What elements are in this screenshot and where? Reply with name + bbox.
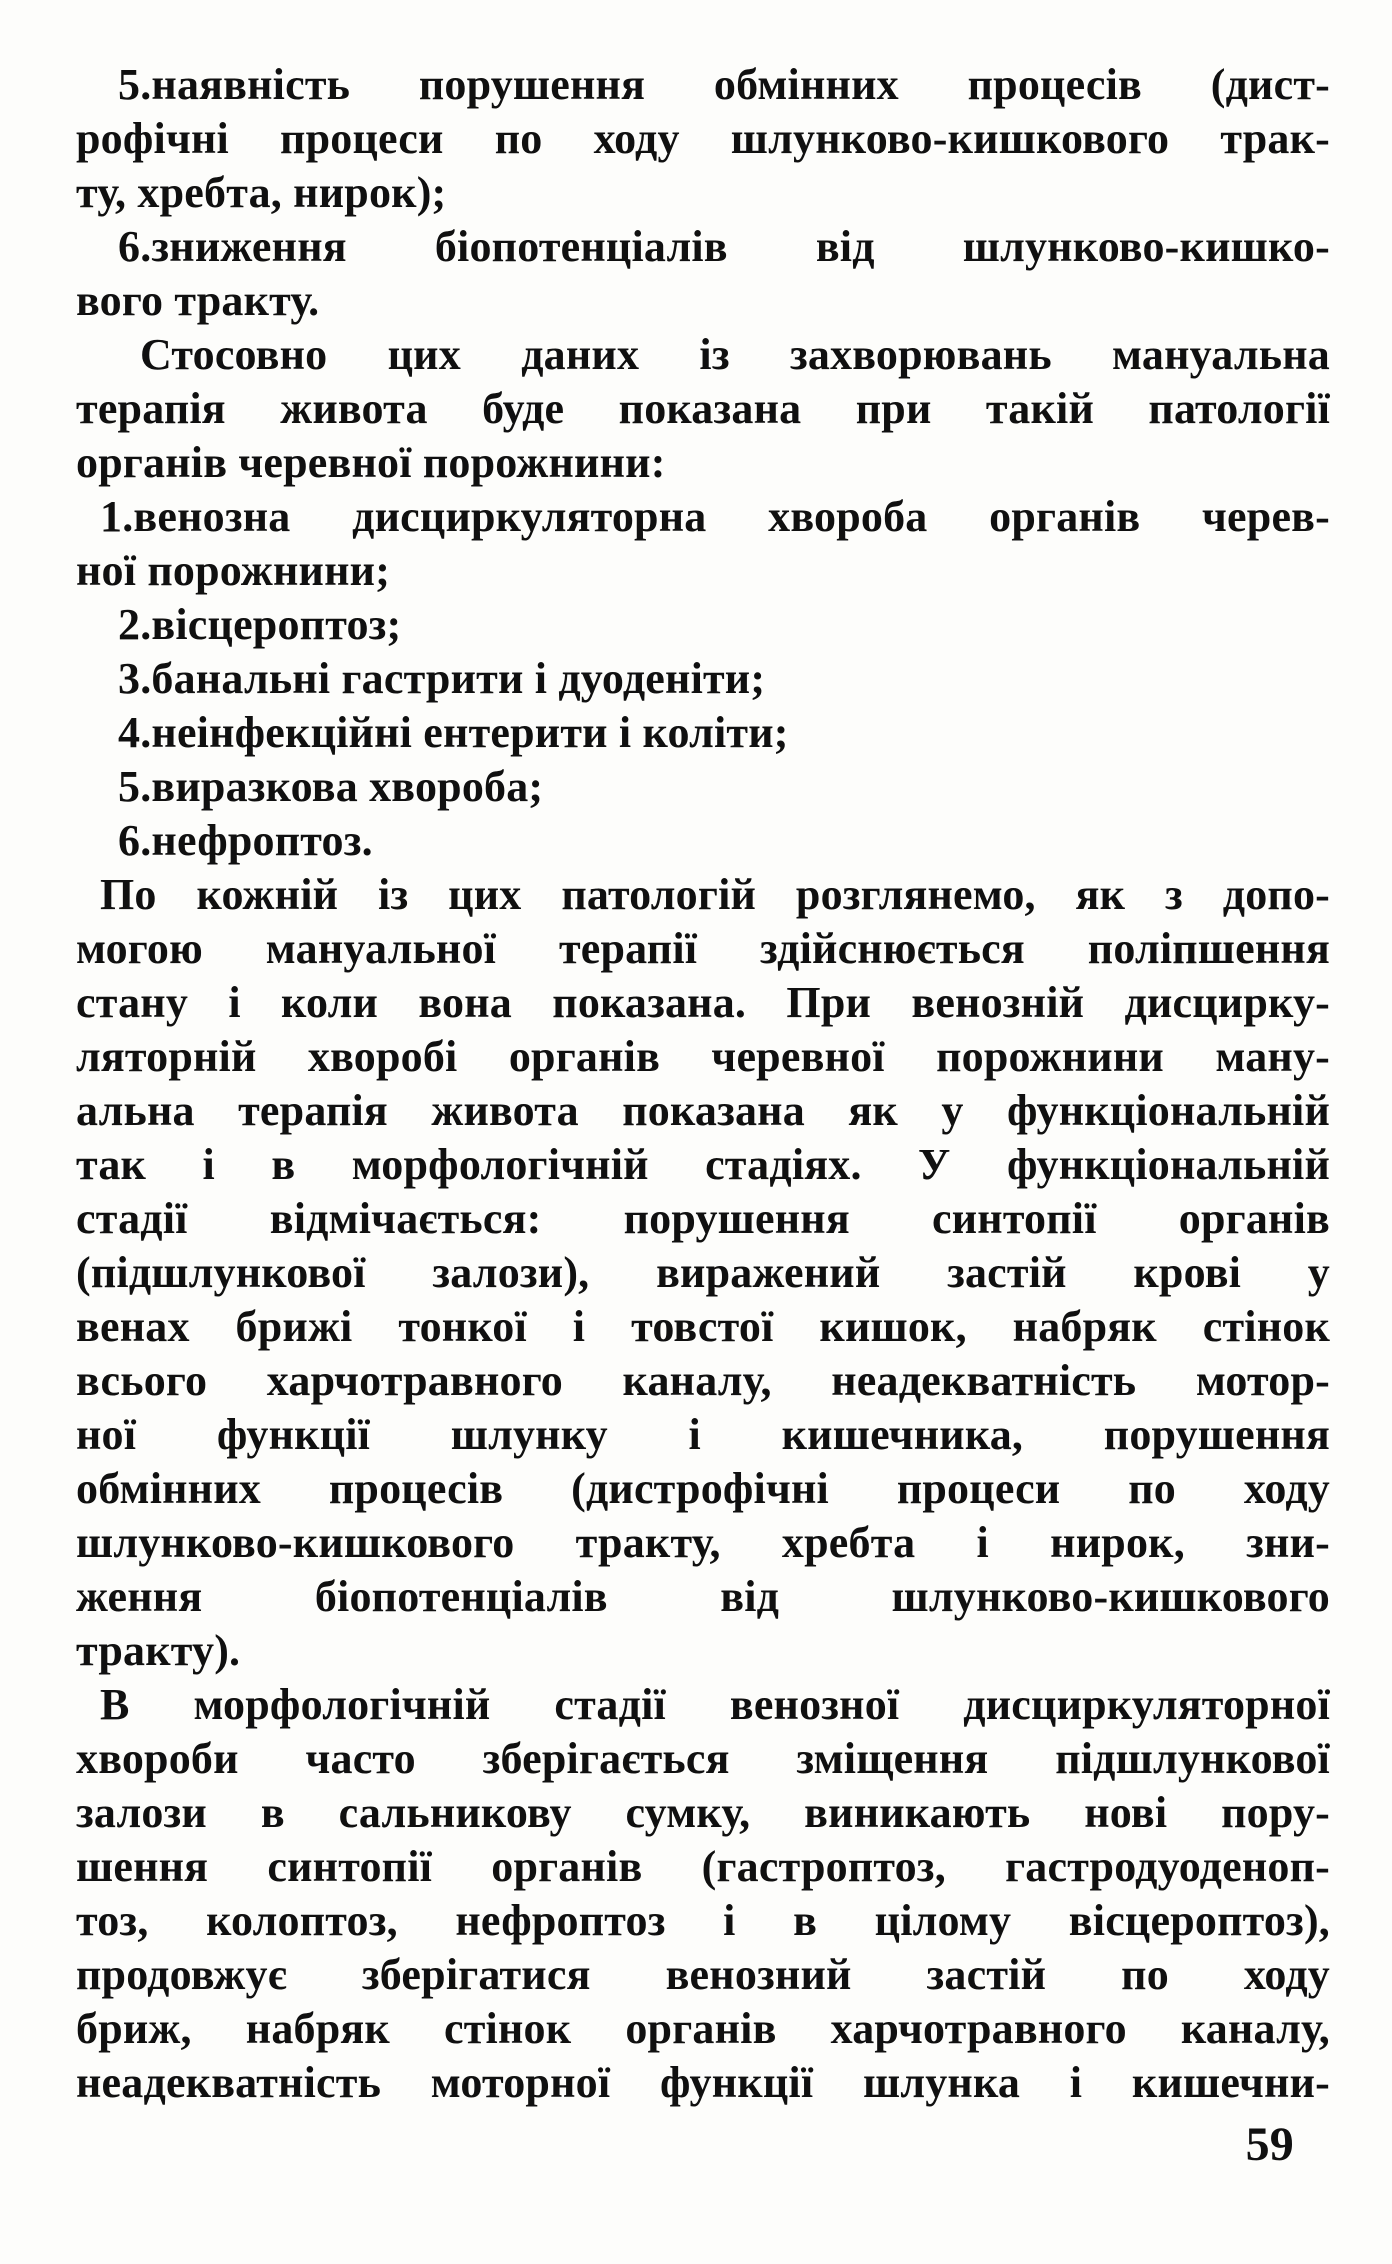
text-line: рофічні процеси по ходу шлунково-кишкового трак- [76,114,1330,163]
text-line: терапія живота буде показана при такій патології [76,384,1330,433]
text-line: 3.банальні гастрити і дуоденіти; [118,654,766,703]
text-line: венах брижі тонкої і товстої кишок, набряк стінок [76,1302,1330,1351]
text-line: бриж, набряк стінок органів харчотравного каналу, [76,2004,1330,2053]
text-line: 6.зниження біопотенціалів від шлунково-кишко- [118,222,1330,271]
text-line: продовжує зберігатися венозний застій по ходу [76,1950,1330,1999]
text-line: альна терапія живота показана як у функціональній [76,1086,1330,1135]
text-line: 5.наявність порушення обмінних процесів (дист- [118,60,1330,109]
text-line: тракту). [76,1626,241,1675]
text-line: ження біопотенціалів від шлунково-кишкового [76,1572,1330,1621]
text-line: 5.виразкова хвороба; [118,762,544,811]
text-line: шлунково-кишкового тракту, хребта і нирок, зни- [76,1518,1330,1567]
text-line: залози в сальникову сумку, виникають нові пору- [76,1788,1330,1837]
text-line: 2.вісцероптоз; [118,600,402,649]
text-line: ної функції шлунку і кишечника, порушення [76,1410,1330,1459]
text-line: ної порожнини; [76,546,391,595]
text-line: тоз, колоптоз, нефроптоз і в цілому вісцероптоз), [76,1896,1330,1945]
text-line: стану і коли вона показана. При венозній дисцирку- [76,978,1330,1027]
text-line: вого тракту. [76,276,320,325]
text-line: обмінних процесів (дистрофічні процеси по ходу [76,1464,1330,1513]
text-line: шення синтопії органів (гастроптоз, гастродуоденоп- [76,1842,1330,1891]
text-line: 4.неінфекційні ентерити і коліти; [118,708,789,757]
text-block [76,58,1330,2110]
text-line: ту, хребта, нирок); [76,168,447,217]
text-line: так і в морфологічній стадіях. У функціональній [76,1140,1330,1189]
text-line: В морфологічній стадії венозної дисциркуляторної [100,1680,1330,1729]
page-number: 59 [1245,2118,1294,2171]
text-line: стадії відмічається: порушення синтопії органів [76,1194,1330,1243]
text-line: хвороби часто зберігається зміщення підшлункової [76,1734,1330,1783]
text-line: 6.нефроптоз. [118,816,373,865]
text-line: Стосовно цих даних із захворювань мануальна [140,330,1330,379]
text-line: органів черевної порожнини: [76,438,666,487]
text-line: (підшлункової залози), виражений застій крові у [76,1248,1330,1297]
text-line: ляторній хворобі органів черевної порожнини ману- [76,1032,1330,1081]
text-line: могою мануальної терапії здійснюється поліпшення [76,924,1330,973]
text-line: По кожній із цих патологій розглянемо, як з допо- [100,870,1330,919]
text-line: всього харчотравного каналу, неадекватність мотор- [76,1356,1330,1405]
text-line: 1.венозна дисциркуляторна хвороба органів черев- [100,492,1330,541]
text-line: неадекватність моторної функції шлунка і кишечни- [76,2058,1330,2107]
